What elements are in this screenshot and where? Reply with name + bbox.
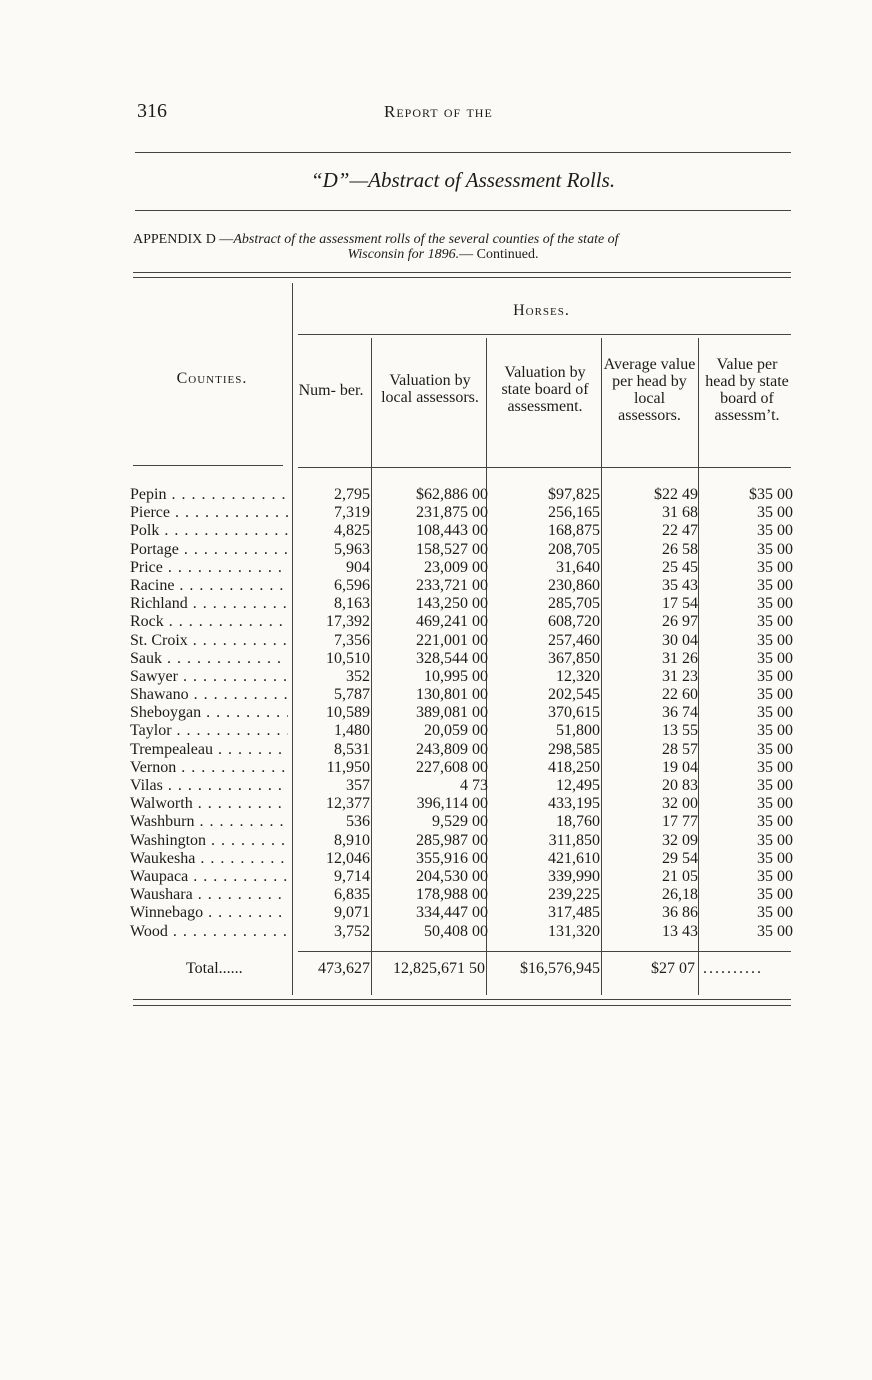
cell-local: 233,721 00 [416,576,488,594]
cell-number: 7,319 [334,504,370,522]
table-row [130,795,794,813]
cell-board: 35 00 [757,558,793,576]
table-row [130,650,794,668]
cell-avg: 25 45 [662,558,698,576]
county-name: Sawyer . . . [130,668,288,686]
table-top-rule-2 [133,277,791,278]
cell-avg: 31 68 [662,504,698,522]
cell-board: 35 00 [757,904,793,922]
table-bottom-rule-2 [133,1005,791,1006]
cell-number: 2,795 [334,486,370,503]
cell-local: 389,081 00 [416,704,488,722]
table-row [130,832,794,850]
cell-number: 10,510 [326,649,370,667]
cell-board: 35 00 [757,740,793,758]
cell-state: 298,585 [548,740,600,758]
table-row [130,559,794,577]
cell-avg: $22 49 [654,486,698,503]
cell-board: 35 00 [757,758,793,776]
total-row [130,960,794,980]
cell-local: 204,530 00 [416,867,488,885]
cell-board: 35 00 [757,576,793,594]
table-row [130,813,794,831]
cell-number: 4,825 [334,522,370,540]
cell-local: 108,443 00 [416,522,488,540]
cell-local: 10,995 00 [424,667,488,685]
county-name: Waushara . . . [130,886,288,904]
cell-state: 202,545 [548,686,600,704]
cell-avg: 20 83 [662,777,698,794]
appendix-label: APPENDIX D [133,232,216,247]
cell-board: 35 00 [757,831,793,849]
cell-board: $35 00 [749,486,793,503]
table-top-rule-1 [133,272,791,273]
county-name: Wood . . . [130,923,288,941]
cell-local: 221,001 00 [416,631,488,649]
cell-number: 5,963 [334,540,370,558]
group-header-rule [298,334,791,335]
cell-board: 35 00 [757,504,793,522]
cell-board: 35 00 [757,686,793,704]
col-header-board: Value per head by state board of assessm’t. [705,356,789,424]
cell-local: 285,987 00 [416,831,488,849]
cell-avg: 17 77 [662,813,698,831]
cell-state: 168,875 [548,522,600,540]
county-name: Washburn . . . [130,813,288,831]
cell-local: 227,608 00 [416,758,488,776]
col-header-state: Valuation by state board of assessment. [501,364,589,415]
table-row [130,923,794,941]
table-row [130,486,794,504]
cell-avg: 26,18 [662,886,698,904]
cell-board: 35 00 [757,813,793,831]
cell-board: 35 00 [757,867,793,885]
county-name: Shawano . . . [130,686,288,704]
cell-state: 12,320 [556,667,600,685]
cell-board: 35 00 [757,613,793,631]
appendix-caption: APPENDIX D —Abstract of the assessment rolls of the several counties of the state of Wisconsin for 1896.— Continued. [133,232,619,262]
cell-number: 6,835 [334,886,370,904]
cell-state: 18,760 [556,813,600,831]
cell-state: 31,640 [556,558,600,576]
header-bottom-rule-left [133,465,283,466]
cell-number: 8,531 [334,740,370,758]
county-name: Waupaca . . . [130,868,288,886]
table-row [130,722,794,740]
cell-board: 35 00 [757,795,793,813]
cell-number: 7,356 [334,631,370,649]
cell-state: 421,610 [548,849,600,867]
county-name: Taylor . . . [130,722,288,740]
county-name: Richland . . . [130,595,288,613]
cell-local: 130,801 00 [416,686,488,704]
county-name: Vilas . . . [130,777,288,795]
cell-local: 355,916 00 [416,849,488,867]
cell-avg: 22 60 [662,686,698,704]
total-local: 12,825,671 50 [393,960,485,977]
cell-number: 536 [346,813,370,831]
county-name: Waukesha . . . [130,850,288,868]
pre-total-rule [298,951,791,952]
cell-board: 35 00 [757,922,793,940]
cell-local: 158,527 00 [416,540,488,558]
cell-local: 4 73 [460,777,488,794]
cell-avg: 22 47 [662,522,698,540]
cell-state: 12,495 [556,777,600,794]
total-avg: $27 07 [651,960,695,977]
cell-state: 51,800 [556,722,600,740]
cell-board: 35 00 [757,649,793,667]
col-header-counties: Counties. [176,370,248,387]
table-row [130,704,794,722]
table-row [130,522,794,540]
group-header-horses: Horses. [513,302,570,319]
cell-board: 35 00 [757,777,793,794]
county-name: Sheboygan . . . [130,704,288,722]
appendix-desc-2b: Continued. [476,247,539,262]
page-number: 316 [137,100,167,122]
table-row [130,741,794,759]
col-header-avg: Average value per head by local assessors. [603,356,696,424]
cell-avg: 36 86 [662,904,698,922]
cell-number: 357 [346,777,370,794]
cell-state: 418,250 [548,758,600,776]
cell-state: 608,720 [548,613,600,631]
cell-state: 339,990 [548,867,600,885]
cell-number: 11,950 [326,758,370,776]
cell-number: 12,046 [326,849,370,867]
county-name: Rock . . . [130,613,288,631]
cell-board: 35 00 [757,540,793,558]
appendix-desc-2a: Wisconsin for 1896. [347,247,460,262]
cell-number: 17,392 [326,613,370,631]
cell-avg: 28 57 [662,740,698,758]
county-name: Pierce . . . [130,504,288,522]
cell-number: 9,071 [334,904,370,922]
cell-avg: 21 05 [662,867,698,885]
cell-state: 285,705 [548,595,600,613]
cell-board: 35 00 [757,704,793,722]
cell-avg: 13 43 [662,922,698,940]
total-state: $16,576,945 [520,960,600,977]
cell-local: 143,250 00 [416,595,488,613]
cell-state: 230,860 [548,576,600,594]
cell-state: 311,850 [548,831,600,849]
cell-local: $62,886 00 [416,486,488,503]
total-board: .......... [703,960,763,977]
cell-board: 35 00 [757,849,793,867]
table-row [130,541,794,559]
top-rule [135,152,791,153]
cell-local: 9,529 00 [432,813,488,831]
county-name: Sauk . . . [130,650,288,668]
cell-number: 904 [346,558,370,576]
cell-state: 208,705 [548,540,600,558]
cell-local: 178,988 00 [416,886,488,904]
cell-state: 131,320 [548,922,600,940]
total-number: 473,627 [318,960,370,977]
running-head: Report of the [384,102,493,121]
cell-avg: 26 97 [662,613,698,631]
county-name: Price . . . [130,559,288,577]
county-name: Winnebago . . . [130,904,288,922]
section-title: “D”—Abstract of Assessment Rolls. [310,168,616,192]
table-row [130,886,794,904]
cell-local: 469,241 00 [416,613,488,631]
cell-board: 35 00 [757,722,793,740]
cell-state: 257,460 [548,631,600,649]
table-row [130,577,794,595]
cell-state: 370,615 [548,704,600,722]
col-header-number: Num- ber. [298,382,364,399]
cell-number: 8,163 [334,595,370,613]
cell-number: 10,589 [326,704,370,722]
cell-avg: 30 04 [662,631,698,649]
cell-state: 317,485 [548,904,600,922]
cell-local: 50,408 00 [424,922,488,940]
col-header-local: Valuation by local assessors. [381,372,479,406]
cell-avg: 31 23 [662,667,698,685]
table-row [130,686,794,704]
table-row [130,868,794,886]
cell-local: 328,544 00 [416,649,488,667]
cell-number: 352 [346,667,370,685]
county-name: Vernon . . . [130,759,288,777]
county-name: Pepin . . . [130,486,288,504]
header-bottom-rule-right [298,467,791,468]
table-body [130,486,794,941]
cell-board: 35 00 [757,886,793,904]
table-row [130,759,794,777]
county-name: Walworth . . . [130,795,288,813]
table-bottom-rule-1 [133,999,791,1000]
cell-avg: 31 26 [662,649,698,667]
cell-number: 6,596 [334,576,370,594]
cell-avg: 17 54 [662,595,698,613]
cell-avg: 26 58 [662,540,698,558]
cell-avg: 13 55 [662,722,698,740]
cell-state: 239,225 [548,886,600,904]
cell-number: 1,480 [334,722,370,740]
county-name: Washington . . . [130,832,288,850]
appendix-desc-1: Abstract of the assessment rolls of the several counties of the state of [233,232,619,247]
cell-local: 23,009 00 [424,558,488,576]
table-row [130,777,794,795]
cell-avg: 35 43 [662,576,698,594]
cell-state: 433,195 [548,795,600,813]
total-label: Total...... [186,960,243,977]
cell-number: 5,787 [334,686,370,704]
cell-local: 396,114 00 [416,795,488,813]
county-name: Polk . . . [130,522,288,540]
cell-board: 35 00 [757,595,793,613]
table-row [130,904,794,922]
cell-state: 256,165 [548,504,600,522]
cell-number: 3,752 [334,922,370,940]
cell-board: 35 00 [757,631,793,649]
table-row [130,595,794,613]
table-row [130,613,794,631]
cell-board: 35 00 [757,667,793,685]
county-name: St. Croix . . . [130,632,288,650]
cell-avg: 36 74 [662,704,698,722]
table-row [130,668,794,686]
cell-number: 12,377 [326,795,370,813]
table-row [130,632,794,650]
county-name: Trempealeau . . . [130,741,288,759]
cell-state: $97,825 [548,486,600,503]
table-row [130,504,794,522]
title-rule [135,210,791,211]
cell-avg: 19 04 [662,758,698,776]
cell-avg: 32 00 [662,795,698,813]
cell-avg: 29 54 [662,849,698,867]
cell-number: 9,714 [334,867,370,885]
cell-number: 8,910 [334,831,370,849]
cell-local: 20,059 00 [424,722,488,740]
cell-board: 35 00 [757,522,793,540]
table-row [130,850,794,868]
cell-local: 243,809 00 [416,740,488,758]
cell-local: 334,447 00 [416,904,488,922]
county-name: Racine . . . [130,577,288,595]
cell-avg: 32 09 [662,831,698,849]
cell-state: 367,850 [548,649,600,667]
cell-local: 231,875 00 [416,504,488,522]
county-name: Portage . . . [130,541,288,559]
